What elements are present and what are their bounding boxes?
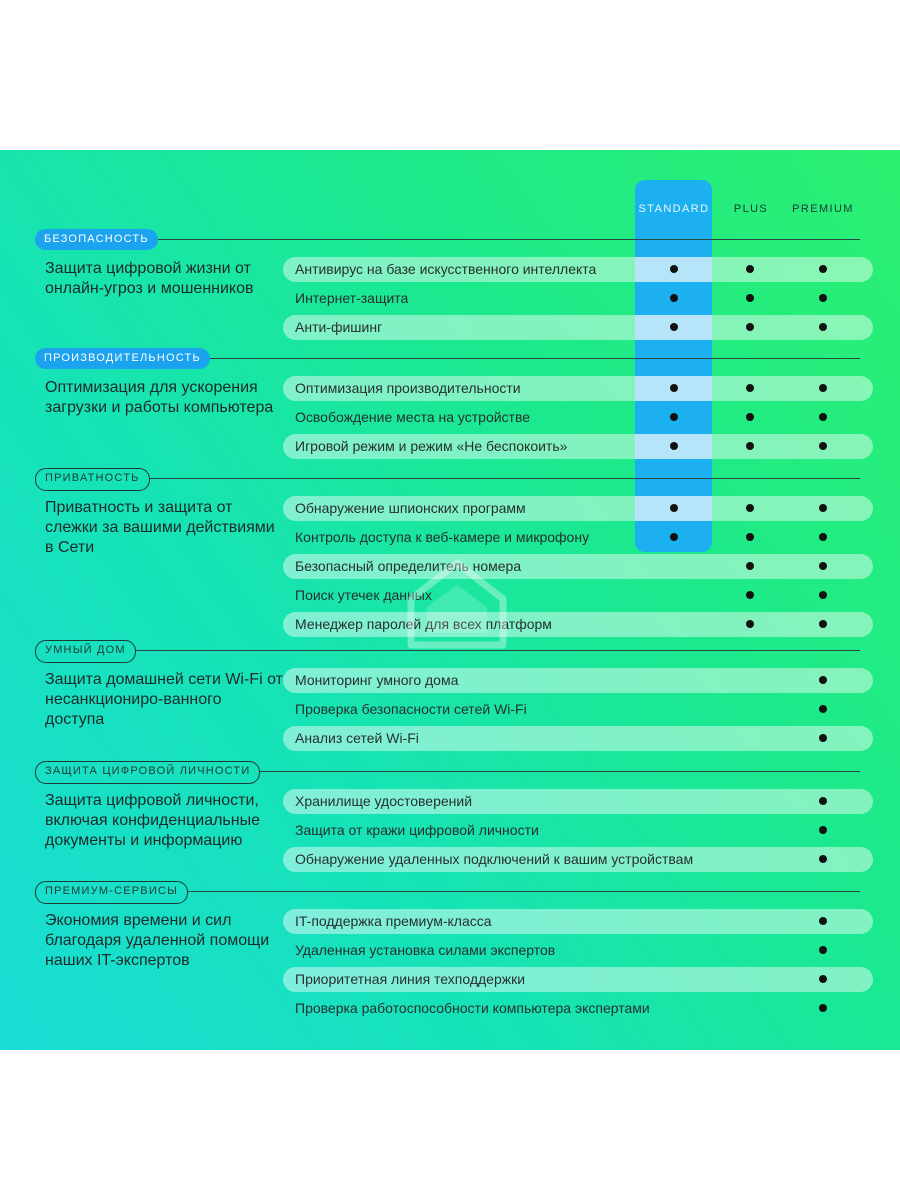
feature-row bbox=[283, 668, 873, 693]
included-plus-dot-icon bbox=[746, 323, 754, 331]
included-standard-dot-icon bbox=[670, 442, 678, 450]
section-description: Экономия времени и сил благодаря удаленной помощи наших IT-экспертов bbox=[45, 912, 270, 969]
feature-label: Обнаружение удаленных подключений к вашим устройствам bbox=[295, 851, 694, 867]
section-divider bbox=[210, 358, 860, 359]
feature-row bbox=[283, 847, 873, 872]
included-premium-dot-icon bbox=[819, 1004, 827, 1012]
included-standard-dot-icon bbox=[670, 265, 678, 273]
feature-label: Мониторинг умного дома bbox=[295, 672, 459, 688]
feature-label: Интернет-защита bbox=[295, 290, 409, 306]
section-description: Защита цифровой жизни от онлайн-угроз и мошенников bbox=[45, 260, 254, 297]
section-divider bbox=[150, 478, 860, 479]
feature-row bbox=[283, 612, 873, 637]
section-description: Защита домашней сети Wi-Fi от несанкциониро-ванного доступа bbox=[45, 671, 283, 728]
included-premium-dot-icon bbox=[819, 562, 827, 570]
feature-label: IT-поддержка премиум-класса bbox=[295, 913, 492, 929]
feature-label: Анализ сетей Wi-Fi bbox=[295, 730, 419, 746]
section-tag: ПРОИЗВОДИТЕЛЬНОСТЬ bbox=[35, 348, 210, 369]
feature-row bbox=[283, 938, 873, 963]
included-premium-dot-icon bbox=[819, 323, 827, 331]
feature-row bbox=[283, 967, 873, 992]
included-plus-dot-icon bbox=[746, 562, 754, 570]
included-premium-dot-icon bbox=[819, 826, 827, 834]
feature-row bbox=[283, 996, 873, 1021]
feature-row bbox=[283, 697, 873, 722]
included-premium-dot-icon bbox=[819, 946, 827, 954]
section-tag: БЕЗОПАСНОСТЬ bbox=[35, 229, 158, 250]
included-premium-dot-icon bbox=[819, 855, 827, 863]
included-standard-dot-icon bbox=[670, 533, 678, 541]
included-standard-dot-icon bbox=[670, 504, 678, 512]
feature-row bbox=[283, 726, 873, 751]
included-premium-dot-icon bbox=[819, 797, 827, 805]
feature-row bbox=[283, 583, 873, 608]
feature-label: Контроль доступа к веб-камере и микрофону bbox=[295, 529, 590, 545]
included-standard-dot-icon bbox=[670, 323, 678, 331]
section-divider bbox=[260, 771, 860, 772]
comparison-panel bbox=[0, 150, 900, 1050]
feature-label: Оптимизация производительности bbox=[295, 380, 521, 396]
section-tag: ПРЕМИУМ-СЕРВИСЫ bbox=[35, 881, 188, 904]
feature-label: Проверка работоспособности компьютера экспертами bbox=[295, 1000, 650, 1016]
feature-row bbox=[283, 525, 873, 550]
column-header-plus: PLUS bbox=[733, 203, 769, 215]
feature-label: Приоритетная линия техподдержки bbox=[295, 971, 526, 987]
section-description: Приватность и защита от слежки за вашими действиями в Сети bbox=[45, 499, 275, 556]
included-plus-dot-icon bbox=[746, 442, 754, 450]
section bbox=[0, 881, 900, 1029]
section-description: Защита цифровой личности, включая конфиденциальные документы и информацию bbox=[45, 792, 260, 849]
feature-label: Хранилище удостоверений bbox=[295, 793, 473, 809]
feature-label: Антивирус на базе искусственного интеллекта bbox=[295, 261, 597, 277]
section-tag: УМНЫЙ ДОМ bbox=[35, 640, 136, 663]
section bbox=[0, 229, 900, 348]
feature-label: Менеджер паролей для всех платформ bbox=[295, 616, 552, 632]
feature-row bbox=[283, 909, 873, 934]
column-header-standard: STANDARD bbox=[638, 203, 710, 215]
included-plus-dot-icon bbox=[746, 265, 754, 273]
included-premium-dot-icon bbox=[819, 265, 827, 273]
included-premium-dot-icon bbox=[819, 504, 827, 512]
feature-row bbox=[283, 434, 873, 459]
feature-row bbox=[283, 257, 873, 282]
included-premium-dot-icon bbox=[819, 620, 827, 628]
feature-label: Безопасный определитель номера bbox=[295, 558, 522, 574]
included-plus-dot-icon bbox=[746, 620, 754, 628]
feature-row bbox=[283, 496, 873, 521]
feature-label: Проверка безопасности сетей Wi-Fi bbox=[295, 701, 527, 717]
feature-label: Защита от кражи цифровой личности bbox=[295, 822, 539, 838]
included-premium-dot-icon bbox=[819, 975, 827, 983]
section-divider bbox=[158, 239, 860, 240]
section-tag: ПРИВАТНОСТЬ bbox=[35, 468, 150, 491]
included-premium-dot-icon bbox=[819, 294, 827, 302]
included-premium-dot-icon bbox=[819, 705, 827, 713]
feature-row bbox=[283, 405, 873, 430]
feature-label: Анти-фишинг bbox=[295, 319, 383, 335]
included-premium-dot-icon bbox=[819, 676, 827, 684]
home-shield-icon bbox=[405, 555, 509, 651]
included-plus-dot-icon bbox=[746, 504, 754, 512]
included-premium-dot-icon bbox=[819, 734, 827, 742]
section-description: Оптимизация для ускорения загрузки и работы компьютера bbox=[45, 379, 274, 416]
included-premium-dot-icon bbox=[819, 591, 827, 599]
feature-label: Освобождение места на устройстве bbox=[295, 409, 531, 425]
included-premium-dot-icon bbox=[819, 384, 827, 392]
section-divider bbox=[188, 891, 860, 892]
included-plus-dot-icon bbox=[746, 384, 754, 392]
feature-row bbox=[283, 818, 873, 843]
included-premium-dot-icon bbox=[819, 533, 827, 541]
section-tag: ЗАЩИТА ЦИФРОВОЙ ЛИЧНОСТИ bbox=[35, 761, 260, 784]
included-standard-dot-icon bbox=[670, 413, 678, 421]
included-plus-dot-icon bbox=[746, 413, 754, 421]
feature-row bbox=[283, 789, 873, 814]
feature-label: Поиск утечек данных bbox=[295, 587, 432, 603]
included-plus-dot-icon bbox=[746, 294, 754, 302]
included-premium-dot-icon bbox=[819, 413, 827, 421]
included-standard-dot-icon bbox=[670, 294, 678, 302]
feature-label: Обнаружение шпионских программ bbox=[295, 500, 526, 516]
feature-label: Удаленная установка силами экспертов bbox=[295, 942, 556, 958]
feature-row bbox=[283, 286, 873, 311]
included-plus-dot-icon bbox=[746, 591, 754, 599]
feature-label: Игровой режим и режим «Не беспокоить» bbox=[295, 438, 568, 454]
feature-row bbox=[283, 315, 873, 340]
section bbox=[0, 348, 900, 467]
included-premium-dot-icon bbox=[819, 442, 827, 450]
included-plus-dot-icon bbox=[746, 533, 754, 541]
section bbox=[0, 640, 900, 759]
included-premium-dot-icon bbox=[819, 917, 827, 925]
feature-row bbox=[283, 376, 873, 401]
included-standard-dot-icon bbox=[670, 384, 678, 392]
column-header-premium: PREMIUM bbox=[792, 203, 854, 215]
section bbox=[0, 761, 900, 880]
feature-row bbox=[283, 554, 873, 579]
